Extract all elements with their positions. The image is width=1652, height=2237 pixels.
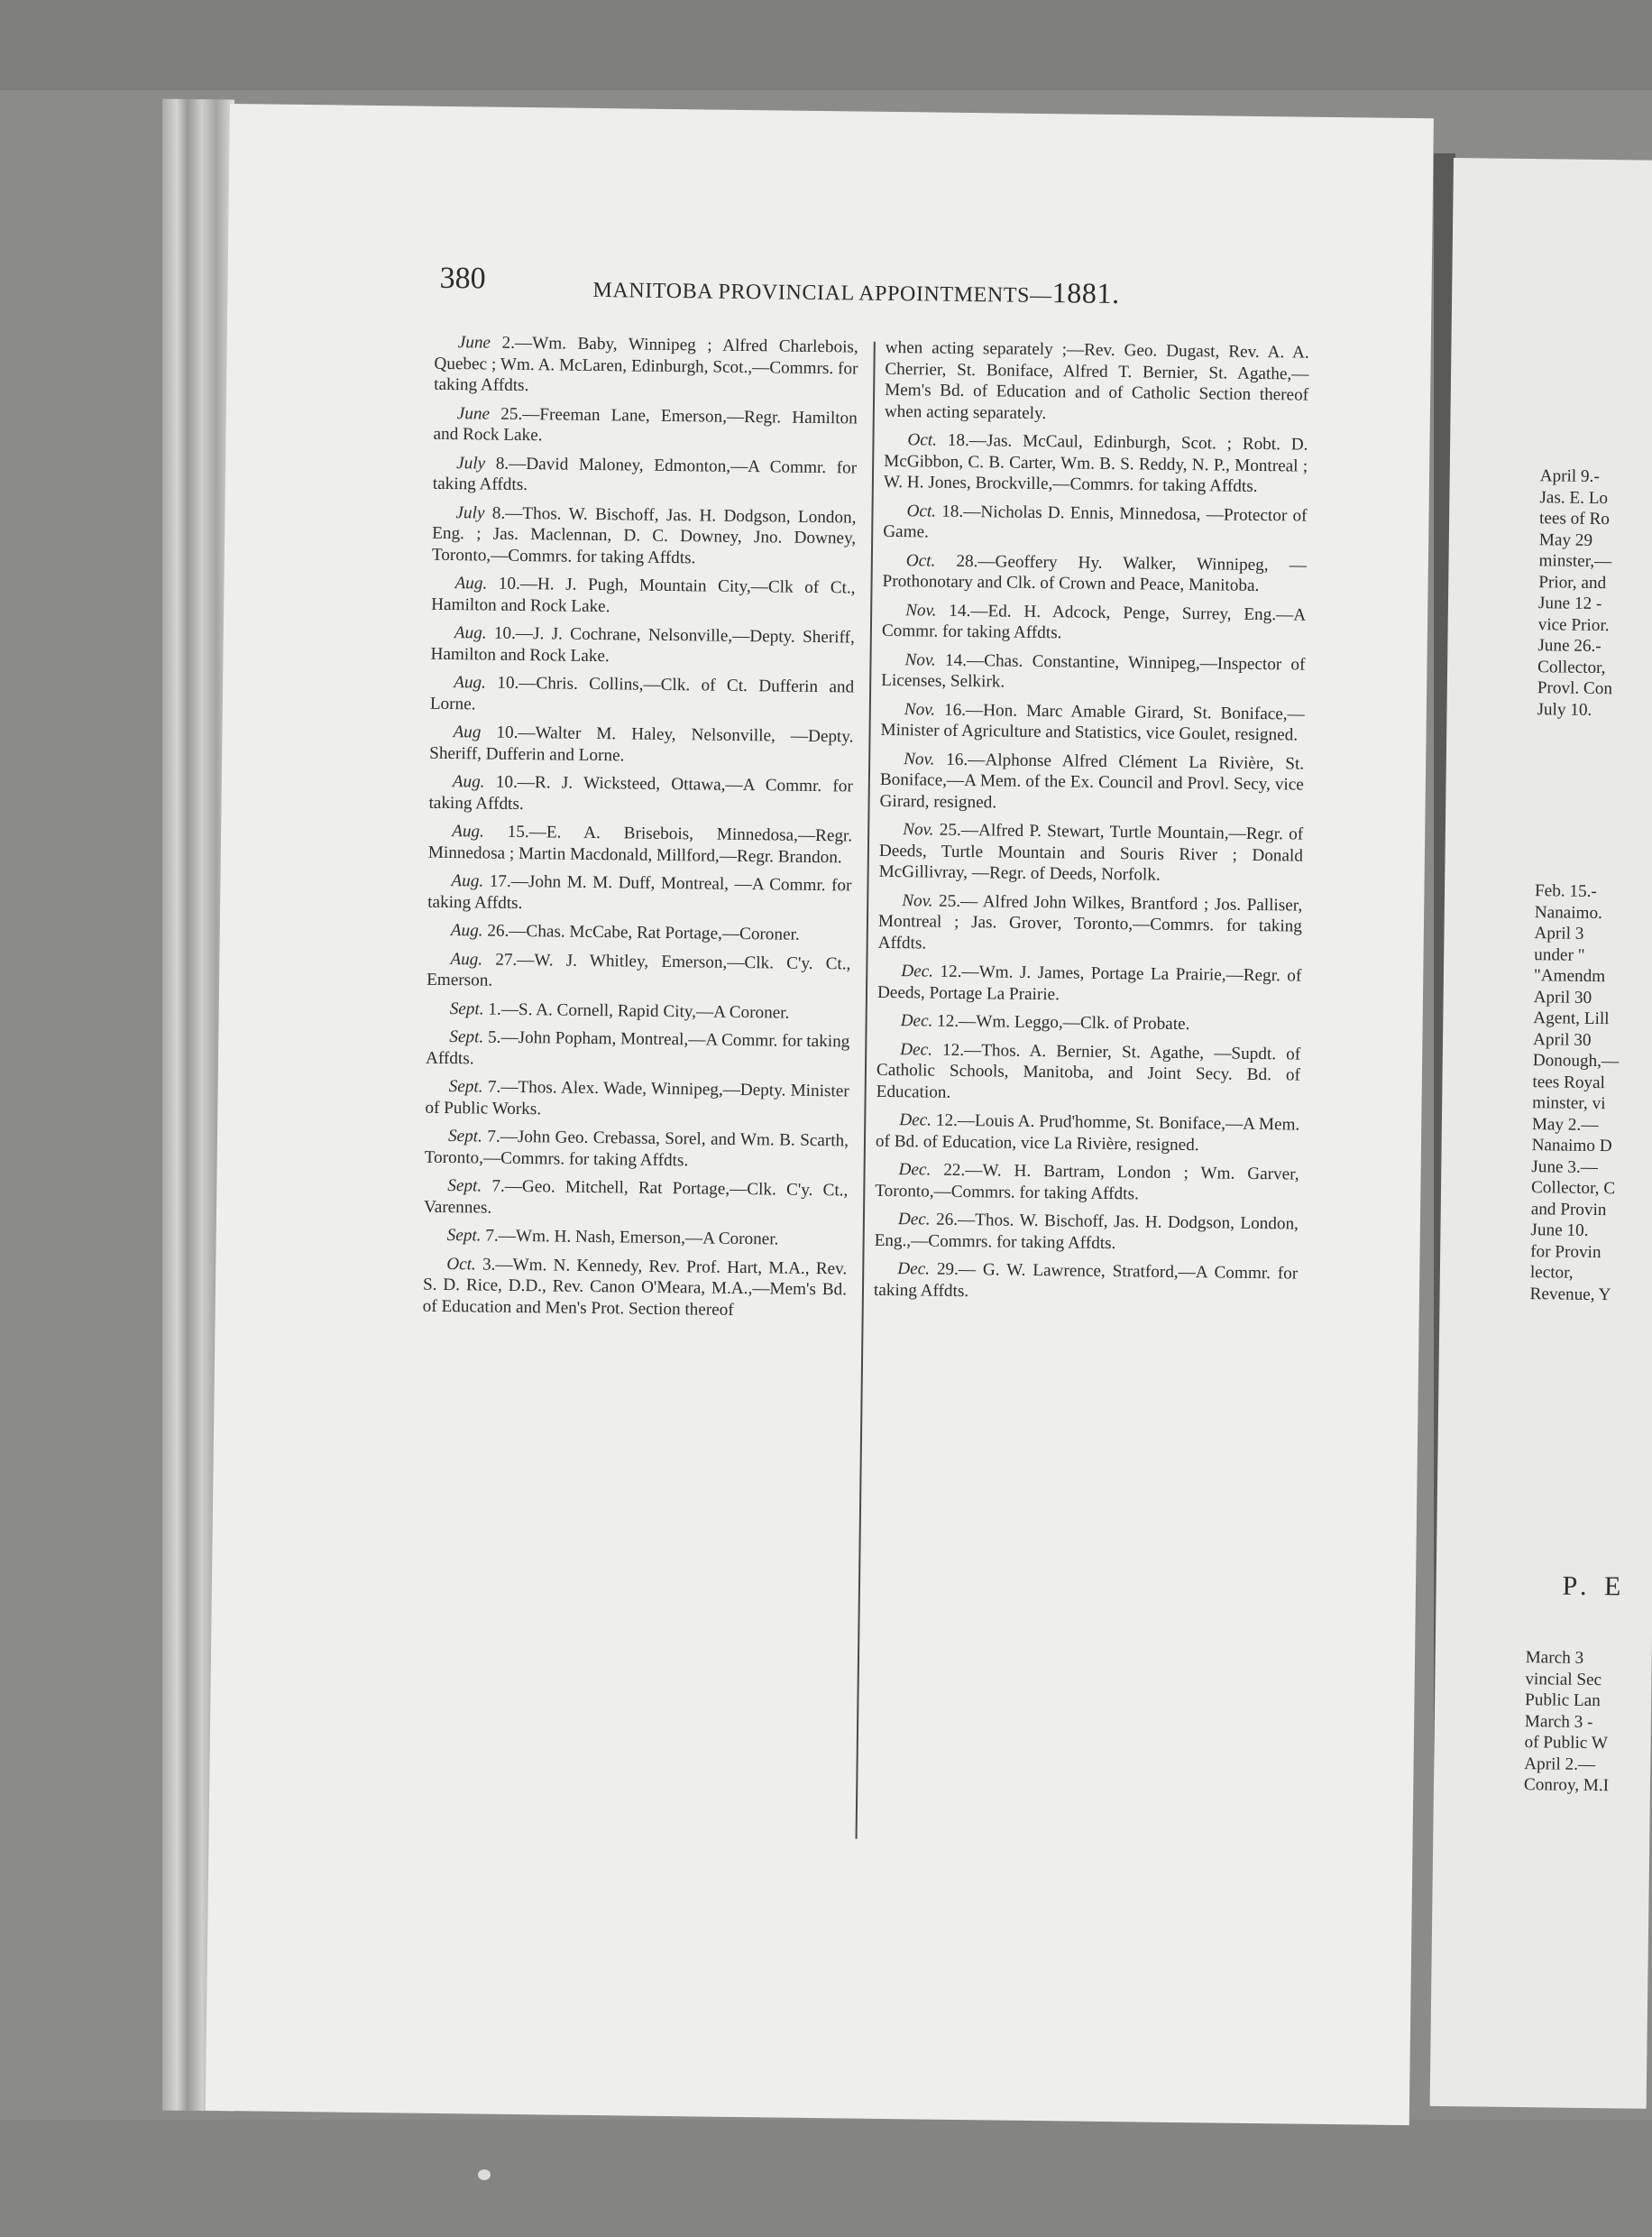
entry-text: 28.—Geoffery Hy. Walker, Winnipeg, —Prothonotary and Clk. of Crown and Peace, Manitoba. bbox=[882, 551, 1307, 595]
entry-text: 2.—Wm. Baby, Winnipeg ; Alfred Charlebois, Quebec ; Wm. A. McLaren, Edinburgh, Scot.,—Commrs. for taking Affdts. bbox=[434, 333, 858, 396]
next-page-line: Conroy, M.I bbox=[1523, 1775, 1610, 1796]
running-head-title: MANITOBA PROVINCIAL APPOINTMENTS— bbox=[592, 278, 1052, 308]
right-column bbox=[874, 337, 1309, 1313]
next-page-line: Revenue, Y bbox=[1529, 1284, 1611, 1304]
entry-date: Sept. bbox=[447, 1176, 482, 1196]
entry-date: Dec. bbox=[897, 1259, 931, 1279]
entry-text: 15.—E. A. Brisebois, Minnedosa,—Regr. Minnedosa ; Martin Macdonald, Millford,—Regr. Brandon. bbox=[427, 822, 853, 867]
scan-blemish bbox=[478, 2169, 491, 2180]
appointment-entry bbox=[434, 332, 858, 400]
next-page-line: March 3 - bbox=[1524, 1711, 1593, 1732]
entry-text: 7.—Wm. H. Nash, Emerson,—A Coroner. bbox=[481, 1226, 779, 1249]
entry-date: Sept. bbox=[446, 1226, 482, 1246]
entry-text: 26.—Thos. W. Bischoff, Jas. H. Dodgson, London, Eng.,—Commrs. for taking Affdts. bbox=[874, 1210, 1299, 1253]
entry-date: Oct. bbox=[906, 501, 937, 521]
appointment-entry bbox=[433, 452, 858, 500]
entry-text: 10.—J. J. Cochrane, Nelsonville,—Depty. Sheriff, Hamilton and Rock Lake. bbox=[430, 623, 855, 666]
entry-date: Nov. bbox=[905, 600, 937, 621]
scan-bottom-margin bbox=[0, 2120, 1652, 2237]
next-page-heading: P. E bbox=[1562, 1570, 1627, 1602]
next-page-line: Nanaimo. bbox=[1534, 902, 1603, 923]
entry-text: 3.—Wm. N. Kennedy, Rev. Prof. Hart, M.A., Rev. S. D. Rice, D.D., Rev. Canon O'Meara, M.A.,—Mem's Bd. of Education and Men's Prot. Section thereof bbox=[422, 1254, 848, 1320]
entry-text: 7.—John Geo. Crebassa, Sorel, and Wm. B. Scarth, Toronto,—Commrs. for taking Affdts. bbox=[424, 1127, 849, 1170]
entry-date: Aug. bbox=[450, 921, 483, 941]
appointment-entry bbox=[884, 429, 1308, 498]
entry-date: Sept. bbox=[449, 999, 484, 1019]
next-page-line: June 26.- bbox=[1537, 636, 1602, 657]
entry-text: 22.—W. H. Bartram, London ; Wm. Garver, Toronto,—Commrs. for taking Affdts. bbox=[875, 1160, 1299, 1203]
appointment-entry bbox=[433, 402, 858, 450]
entry-date: Sept. bbox=[447, 1127, 483, 1146]
appointment-entry bbox=[879, 748, 1304, 816]
next-page-line: Provl. Con bbox=[1537, 678, 1613, 699]
next-page-line: of Public W bbox=[1524, 1733, 1609, 1754]
page-number: 380 bbox=[439, 261, 486, 296]
scan-top-margin bbox=[0, 0, 1652, 90]
next-page-line: June 10. bbox=[1530, 1220, 1589, 1240]
entry-date: June bbox=[457, 333, 491, 353]
entry-text: 18.—Nicholas D. Ennis, Minnedosa, —Protector of Game. bbox=[883, 502, 1308, 542]
page-header bbox=[439, 261, 1252, 324]
entry-date: Aug. bbox=[454, 673, 487, 693]
appointment-entry bbox=[424, 1175, 849, 1223]
next-page-middle-text bbox=[1529, 880, 1652, 1306]
entry-text: 8.—Thos. W. Bischoff, Jas. H. Dodgson, London, Eng. ; Jas. Maclennan, D. C. Downey, Jno. Downey, Toronto,—Commrs. for taking Affdts. bbox=[431, 502, 857, 567]
entry-date: Oct. bbox=[446, 1254, 476, 1274]
entry-text: 14.—Chas. Constantine, Winnipeg,—Inspector of Licenses, Selkirk. bbox=[881, 650, 1306, 692]
next-page-line: under " bbox=[1534, 944, 1585, 965]
next-page-line: May 29 bbox=[1538, 529, 1593, 550]
entry-text: 7.—Thos. Alex. Wade, Winnipeg,—Depty. Minister of Public Works. bbox=[425, 1077, 849, 1118]
next-page-line: tees Royal bbox=[1532, 1072, 1606, 1092]
entry-text: 5.—John Popham, Montreal,—A Commr. for taking Affdts. bbox=[425, 1027, 850, 1068]
appointment-entry bbox=[882, 599, 1307, 647]
page-content bbox=[206, 104, 1434, 2125]
next-page-line: June 12 - bbox=[1537, 594, 1602, 614]
entry-text: 16.—Alphonse Alfred Clément La Rivière, St. Boniface,—A Mem. of the Ex. Council and Provl. Secy, vice Girard, resigned. bbox=[879, 750, 1305, 812]
next-page-line: May 2.— bbox=[1531, 1114, 1599, 1135]
entry-text: 16.—Hon. Marc Amable Girard, St. Boniface,—Minister of Agriculture and Statistics, vice Goulet, resigned. bbox=[880, 700, 1305, 745]
entry-date: Aug. bbox=[452, 772, 485, 792]
next-page-line: Donough,— bbox=[1532, 1051, 1620, 1072]
next-page-line: Feb. 15.- bbox=[1534, 881, 1597, 902]
next-page-line: Agent, Lill bbox=[1533, 1008, 1610, 1029]
entry-text: 10.—R. J. Wicksteed, Ottawa,—A Commr. for taking Affdts. bbox=[428, 772, 853, 814]
next-page-line: April 9.- bbox=[1539, 466, 1600, 487]
entry-text: 29.— G. W. Lawrence, Stratford,—A Commr. for taking Affdts. bbox=[873, 1259, 1299, 1301]
entry-text: 25.—Freeman Lane, Emerson,—Regr. Hamilton and Rock Lake. bbox=[433, 404, 858, 446]
next-page-line: for Provin bbox=[1530, 1241, 1602, 1262]
entry-text: 12.—Thos. A. Bernier, St. Agathe, —Supdt. of Catholic Schools, Manitoba, and Joint Secy. Bd. of Education. bbox=[876, 1040, 1301, 1102]
appointment-entry bbox=[427, 920, 851, 946]
entry-date: June bbox=[456, 403, 491, 424]
next-page-line: and Provin bbox=[1530, 1199, 1607, 1220]
next-page-line: Nanaimo D bbox=[1531, 1136, 1612, 1156]
appointment-entry bbox=[427, 870, 852, 918]
entry-text: 25.— Alfred John Wilkes, Brantford ; Jos. Palliser, Montreal ; Jas. Grover, Toronto,—Commrs. for taking Affdts. bbox=[877, 891, 1303, 953]
appointment-entry bbox=[877, 961, 1302, 1008]
running-head bbox=[592, 271, 1120, 310]
next-page-line: Prior, and bbox=[1538, 572, 1607, 593]
appointment-entry bbox=[876, 1038, 1301, 1107]
entry-date: July bbox=[455, 502, 485, 522]
entry-date: July bbox=[456, 453, 486, 473]
entry-date: Nov. bbox=[904, 649, 936, 670]
appointment-entry bbox=[883, 500, 1308, 548]
next-page-line: April 30 bbox=[1532, 1029, 1592, 1050]
entry-text: 17.—John M. M. Duff, Montreal, —A Commr. for taking Affdts. bbox=[427, 871, 852, 913]
entry-text: 7.—Geo. Mitchell, Rat Portage,—Clk. C'y. Ct., Varennes. bbox=[423, 1176, 849, 1218]
entry-date: Aug. bbox=[454, 574, 488, 594]
appointment-entry bbox=[427, 948, 851, 996]
entry-date: Dec. bbox=[901, 962, 934, 981]
next-page-upper-text bbox=[1537, 465, 1652, 722]
entry-text: 18.—Jas. McCaul, Edinburgh, Scot. ; Robt. D. McGibbon, C. B. Carter, Wm. B. S. Reddy, N. P., Montreal ; W. H. Jones, Brockville,—Commrs. for taking Affdts. bbox=[883, 430, 1308, 496]
next-page-line: minster, vi bbox=[1532, 1093, 1606, 1114]
appointment-entry bbox=[427, 998, 850, 1024]
entry-text: 10.—H. J. Pugh, Mountain City,—Clk of Ct., Hamilton and Rock Lake. bbox=[431, 574, 856, 616]
next-page-line: lector, bbox=[1529, 1263, 1574, 1283]
entry-text: 27.—W. J. Whitley, Emerson,—Clk. C'y. Ct., Emerson. bbox=[427, 949, 851, 990]
appointment-entry bbox=[432, 502, 857, 570]
entry-date: Dec. bbox=[899, 1110, 932, 1130]
appointment-entry bbox=[876, 1010, 1300, 1036]
next-page-line: April 2.— bbox=[1524, 1754, 1596, 1774]
appointment-entry bbox=[430, 622, 855, 670]
running-head-year: 1881. bbox=[1051, 276, 1120, 310]
next-page-line: tees of Ro bbox=[1538, 509, 1611, 529]
next-page-line: vice Prior. bbox=[1537, 614, 1610, 635]
entry-date: Dec. bbox=[900, 1039, 933, 1060]
appointment-entry bbox=[875, 1209, 1299, 1257]
appointment-entry bbox=[878, 889, 1303, 958]
appointment-entry bbox=[880, 698, 1305, 746]
appointment-entry bbox=[874, 1258, 1299, 1306]
appointment-entry bbox=[429, 722, 854, 769]
appointment-entry bbox=[428, 771, 853, 819]
appointment-entry bbox=[882, 549, 1307, 597]
entry-text: 8.—David Maloney, Edmonton,—A Commr. for taking Affdts. bbox=[432, 453, 858, 495]
next-page-line: minster,— bbox=[1538, 551, 1612, 572]
entry-text: 12.—Wm. J. James, Portage La Prairie,—Regr. of Deeds, Portage La Prairie. bbox=[876, 962, 1302, 1004]
entry-date: Sept. bbox=[448, 1077, 483, 1097]
appointment-entry bbox=[424, 1225, 848, 1251]
entry-date: Aug. bbox=[450, 949, 483, 969]
next-page-line: Public Lan bbox=[1524, 1690, 1601, 1711]
entry-date: Aug. bbox=[452, 822, 485, 842]
appointment-entry bbox=[430, 672, 855, 720]
appointment-entry bbox=[425, 1126, 849, 1174]
entry-text: 26.—Chas. McCabe, Rat Portage,—Coroner. bbox=[482, 921, 800, 944]
appointment-entry bbox=[425, 1076, 849, 1124]
entry-date: Nov. bbox=[902, 890, 933, 911]
entry-date: Sept. bbox=[449, 1027, 484, 1047]
next-page-line: March 3 bbox=[1525, 1648, 1584, 1668]
appointment-entry bbox=[875, 1159, 1299, 1207]
next-page-line: April 30 bbox=[1533, 987, 1592, 1008]
column-rule bbox=[856, 342, 876, 1839]
appointment-entry bbox=[426, 1026, 850, 1074]
entry-date: Aug bbox=[453, 723, 482, 742]
appointment-entry bbox=[423, 1253, 848, 1321]
next-page-line: vincial Sec bbox=[1525, 1669, 1602, 1689]
next-page-line: "Amendm bbox=[1533, 966, 1606, 987]
next-page-line: June 3.— bbox=[1531, 1156, 1599, 1177]
entry-date: Dec. bbox=[898, 1160, 932, 1180]
next-page-line: July 10. bbox=[1537, 699, 1592, 720]
appointment-entry bbox=[881, 649, 1306, 696]
next-page-line: Jas. E. Lo bbox=[1539, 487, 1609, 508]
appointment-entry bbox=[428, 821, 853, 869]
left-column bbox=[422, 332, 858, 1330]
appointment-entry bbox=[431, 573, 856, 621]
entry-text: 1.—S. A. Cornell, Rapid City,—A Coroner. bbox=[483, 999, 790, 1023]
entry-date: Aug. bbox=[451, 871, 484, 891]
entry-text: 12.—Wm. Leggo,—Clk. of Probate. bbox=[932, 1011, 1190, 1035]
entry-date: Nov. bbox=[903, 820, 934, 840]
entry-text: 12.—Louis A. Prud'homme, St. Boniface,—A Mem. of Bd. of Education, vice La Rivière, resigned. bbox=[875, 1110, 1300, 1155]
next-page-sheet bbox=[1430, 158, 1652, 2109]
entry-date: Nov. bbox=[904, 699, 936, 720]
entry-text: 10.—Walter M. Haley, Nelsonville, —Depty. Sheriff, Dufferin and Lorne. bbox=[429, 723, 854, 765]
entry-date: Oct. bbox=[907, 430, 938, 450]
appointment-entry bbox=[885, 337, 1309, 428]
appointment-entry bbox=[879, 819, 1304, 888]
entry-date: Oct. bbox=[905, 550, 936, 571]
appointment-entry bbox=[876, 1109, 1300, 1157]
entry-text: 25.—Alfred P. Stewart, Turtle Mountain,—Regr. of Deeds, Turtle Mountain and Souris River ; Donald McGillivray, —Regr. of Deeds, Norfolk. bbox=[878, 820, 1304, 885]
next-page-line: Collector, C bbox=[1530, 1178, 1616, 1199]
entry-text: 14.—Ed. H. Adcock, Penge, Surrey, Eng.—A Commr. for taking Affdts. bbox=[881, 601, 1307, 643]
next-page-line: Collector, bbox=[1537, 657, 1606, 677]
next-page-lower-text bbox=[1524, 1647, 1652, 1797]
next-page-line: April 3 bbox=[1534, 924, 1584, 944]
entry-date: Dec. bbox=[900, 1011, 933, 1031]
entry-date: Dec. bbox=[897, 1210, 931, 1229]
entry-text: when acting separately ;—Rev. Geo. Dugast, Rev. A. A. Cherrier, St. Boniface, Alfred T. Bernier, St. Agathe,—Mem's Bd. of Education and of Catholic Section thereof when acting separately. bbox=[884, 337, 1309, 423]
entry-date: Aug. bbox=[454, 623, 487, 643]
entry-date: Nov. bbox=[904, 749, 935, 769]
entry-text: 10.—Chris. Collins,—Clk. of Ct. Dufferin and Lorne. bbox=[429, 673, 855, 713]
